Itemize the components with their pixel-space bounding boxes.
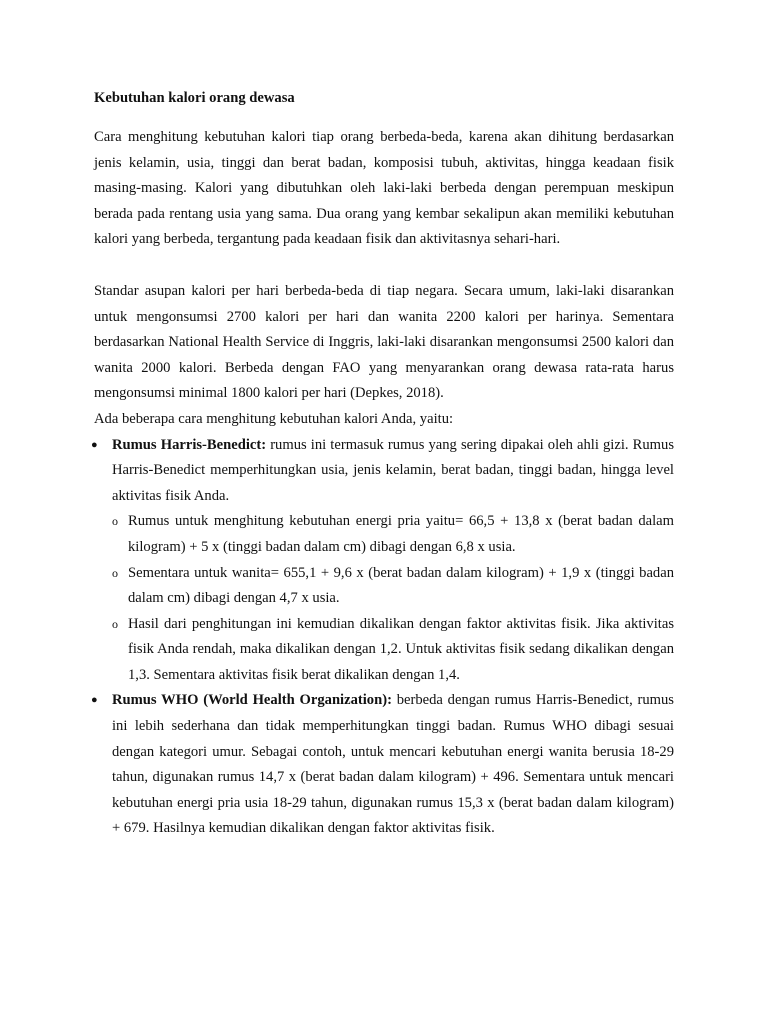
who-lead: Rumus WHO (World Health Organization): — [112, 692, 392, 709]
formula-list-continued — [91, 688, 674, 842]
circle-bullet-icon: o — [112, 616, 118, 631]
paragraph-intake-standards: Standar asupan kalori per hari berbeda-beda di tiap negara. Secara umum, laki-laki disarankan untuk mengonsumsi 2700 kalori per hari dan wanita 2200 kalori per harinya. Sementara berdasarkan National Health Service di Inggris, laki-laki disarankan mengonsumsi 2500 kalori dan wanita 2000 kalori. Berbeda dengan FAO yang menyarankan orang dewasa rata-rata harus mengonsumsi minimal 1800 kalori per hari (Depkes, 2018). — [94, 282, 674, 402]
paragraph-calorie-needs: Cara menghitung kebutuhan kalori tiap orang berbeda-beda, karena akan dihitung berdasarkan jenis kelamin, usia, tinggi dan berat badan, komposisi tubuh, aktivitas, hingga keadaan fisik masing-masing. Kalori yang dibutuhkan oleh laki-laki berbeda dengan perempuan meskipun berada pada rentang usia yang sama. Dua orang yang kembar sekalipun akan memiliki kebutuhan kalori yang berbeda, tergantung pada keadaan fisik dan aktivitasnya sehari-hari. — [94, 129, 674, 248]
harris-benedict-sublist-wrap — [94, 509, 674, 688]
sub-item-text: Rumus untuk menghitung kebutuhan energi pria yaitu= 66,5 + 13,8 x (berat badan dalam kilogram) + 5 x (tinggi badan dalam cm) dibagi dengan 6,8 x usia. — [128, 513, 674, 555]
formula-list — [91, 433, 674, 510]
harris-benedict-sublist — [112, 509, 674, 688]
intro-line: Ada beberapa cara menghitung kebutuhan kalori Anda, yaitu: — [94, 410, 454, 427]
circle-bullet-icon: o — [112, 514, 118, 529]
sub-item-text: Hasil dari penghitungan ini kemudian dikalikan dengan faktor aktivitas fisik. Jika aktivitas fisik Anda rendah, maka dikalikan dengan 1,2. Untuk aktivitas fisik sedang dikalikan dengan 1,3. Sementara aktivitas fisik berat dikalikan dengan 1,4. — [128, 615, 674, 683]
list-item-harris-benedict — [91, 433, 674, 510]
who-text: berbeda dengan rumus Harris-Benedict, rumus ini lebih sederhana dan tidak memperhitungkan tinggi badan. Rumus WHO dibagi sesuai dengan kategori umur. Sebagai contoh, untuk mencari kebutuhan energi wanita berusia 18-29 tahun, digunakan rumus 14,7 x (berat badan dalam kilogram) + 496. Sementara untuk mencari kebutuhan energi pria usia 18-29 tahun, digunakan rumus 15,3 x (berat badan dalam kilogram) + 679. Hasilnya kemudian dikalikan dengan faktor aktivitas fisik. — [112, 692, 674, 837]
sub-item-female-formula — [112, 561, 674, 612]
harris-benedict-text: rumus ini termasuk rumus yang sering dipakai oleh ahli gizi. Rumus Harris-Benedict memperhitungkan usia, jenis kelamin, berat badan, tinggi badan, hingga level aktivitas fisik Anda. — [112, 436, 674, 504]
harris-benedict-lead: Rumus Harris-Benedict: — [112, 436, 267, 453]
bullet-icon: ● — [91, 438, 98, 451]
sub-item-activity-factor — [112, 612, 674, 689]
bullet-icon: ● — [91, 694, 98, 707]
document-heading: Kebutuhan kalori orang dewasa — [94, 90, 295, 106]
sub-item-male-formula — [112, 509, 674, 560]
sub-item-text: Sementara untuk wanita= 655,1 + 9,6 x (berat badan dalam kilogram) + 1,9 x (tinggi badan dalam cm) dibagi dengan 4,7 x usia. — [128, 564, 674, 607]
circle-bullet-icon: o — [112, 565, 118, 580]
list-item-who — [91, 688, 674, 842]
